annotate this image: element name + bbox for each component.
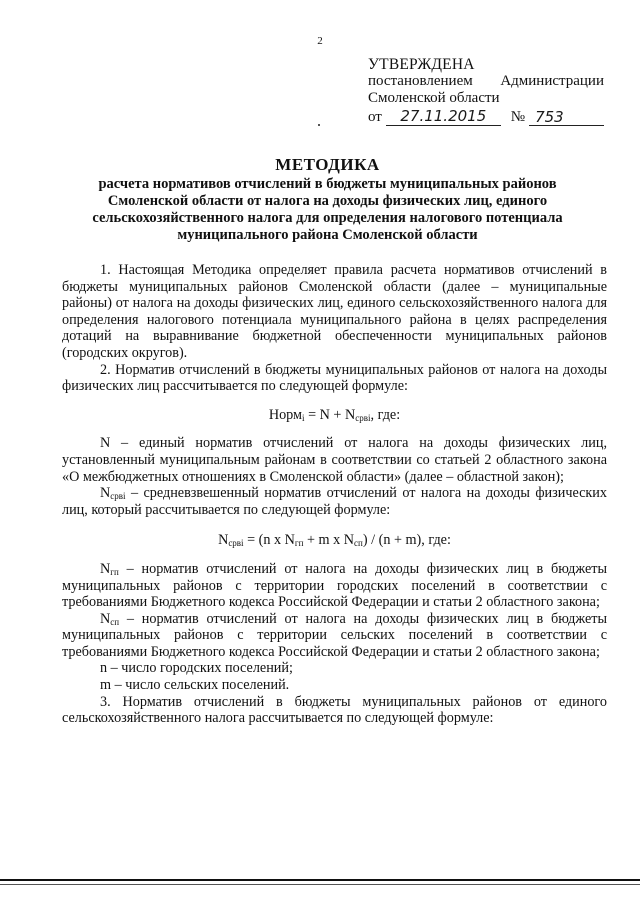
paragraph-5-symbol: N <box>100 560 111 577</box>
paragraph-4-text: – средневзвешенный норматив отчислений от налога на доходы физических лиц, который рассчитывается по следующей формуле: <box>62 485 607 518</box>
formula-2-term-sub: срвi <box>228 538 244 549</box>
title-main: МЕТОДИКА <box>275 155 380 174</box>
paragraph-6-text: – норматив отчислений от налога на доходы физических лиц в бюджеты муниципальных районов с территории сельских поселений в соответствии с требованиями Бюджетного кодекса Российской Федерации и статьи 2 областного закона; <box>62 610 607 660</box>
page-bottom-rule <box>0 879 640 881</box>
document-body <box>62 262 607 727</box>
paragraph-6-symbol: N <box>100 610 111 627</box>
paragraph-4-symbol: N <box>100 485 111 502</box>
formula-1 <box>62 407 607 424</box>
scan-speck <box>318 124 320 126</box>
formula-2-part-2: + m x N <box>303 532 355 549</box>
title-subtitle: расчета нормативов отчислений в бюджеты муниципальных районов Смоленской области от налога на доходы физических лиц, единого сельскохозяйственного налога для определения налогового потенциала муниципального района Смоленской области <box>92 176 563 243</box>
paragraph-4 <box>62 485 607 518</box>
approval-heading: УТВЕРЖДЕНА <box>368 56 475 73</box>
paragraph-5 <box>62 561 607 611</box>
paragraph-9: 3. Норматив отчислений в бюджеты муниципальных районов от единого сельскохозяйственного налога рассчитывается по следующей формуле: <box>62 693 607 727</box>
paragraph-4-symbol-sub: срвi <box>110 491 126 502</box>
paragraph-6 <box>62 611 607 661</box>
paragraph-5-symbol-sub: гп <box>110 566 119 577</box>
approval-region-label: Смоленской области <box>368 90 500 106</box>
document-title <box>80 156 575 244</box>
approval-stamp <box>368 56 604 126</box>
formula-1-term-sub: i <box>302 412 305 423</box>
formula-1-term: Норм <box>268 406 303 423</box>
formula-1-rhs-sub: срвi <box>355 412 371 423</box>
formula-2-part-2-sub: сп <box>354 538 363 549</box>
approval-number-label: № <box>510 109 526 125</box>
approval-date-number-line <box>368 108 604 126</box>
formula-2 <box>62 532 607 549</box>
approval-from-label: от <box>368 109 382 125</box>
page-number: 2 <box>317 35 323 47</box>
formula-2-where: ) / (n + m), где: <box>362 532 451 549</box>
approval-number: 753 <box>529 109 604 126</box>
paragraph-1: 1. Настоящая Методика определяет правила расчета нормативов отчислений в бюджеты муниципальных районов Смоленской области (далее – муниципальные районы) от налога на доходы физических лиц, единого сельскохозяйственного налога для определения налогового потенциала муниципального района в целях распределения дотаций на выравнивание бюджетной обеспеченности муниципальных районов (городских округов). <box>62 262 607 361</box>
approval-administration-label: Администрации <box>500 73 604 89</box>
approval-decree-label: постановлением <box>368 73 473 89</box>
formula-2-term: N <box>218 532 229 549</box>
formula-1-rhs: = N + N <box>304 406 356 423</box>
paragraph-3: N – единый норматив отчислений от налога на доходы физических лиц, установленный муниципальным районам в соответствии со статьей 2 областного закона «О межбюджетных отношениях в Смоленской области» (далее – областной закон); <box>62 435 607 485</box>
formula-2-part-1-sub: гп <box>294 538 304 549</box>
paragraph-7: n – число городских поселений; <box>100 660 293 677</box>
paragraph-6-symbol-sub: сп <box>110 616 120 627</box>
formula-2-part-1: = (n x N <box>243 532 295 549</box>
paragraph-8: m – число сельских поселений. <box>100 677 290 694</box>
page-bottom-rule-thin <box>0 884 640 885</box>
formula-1-where: , где: <box>370 406 401 423</box>
approval-date: 27.11.2015 <box>386 108 501 126</box>
approval-line-1 <box>368 73 604 90</box>
paragraph-2: 2. Норматив отчислений в бюджеты муниципальных районов от налога на доходы физических лиц рассчитывается по следующей формуле: <box>62 361 607 395</box>
paragraph-5-text: – норматив отчислений от налога на доходы физических лиц в бюджеты муниципальных районов с территории городских поселений в соответствии с требованиями Бюджетного кодекса Российской Федерации и статьи 2 областного закона; <box>62 560 607 611</box>
